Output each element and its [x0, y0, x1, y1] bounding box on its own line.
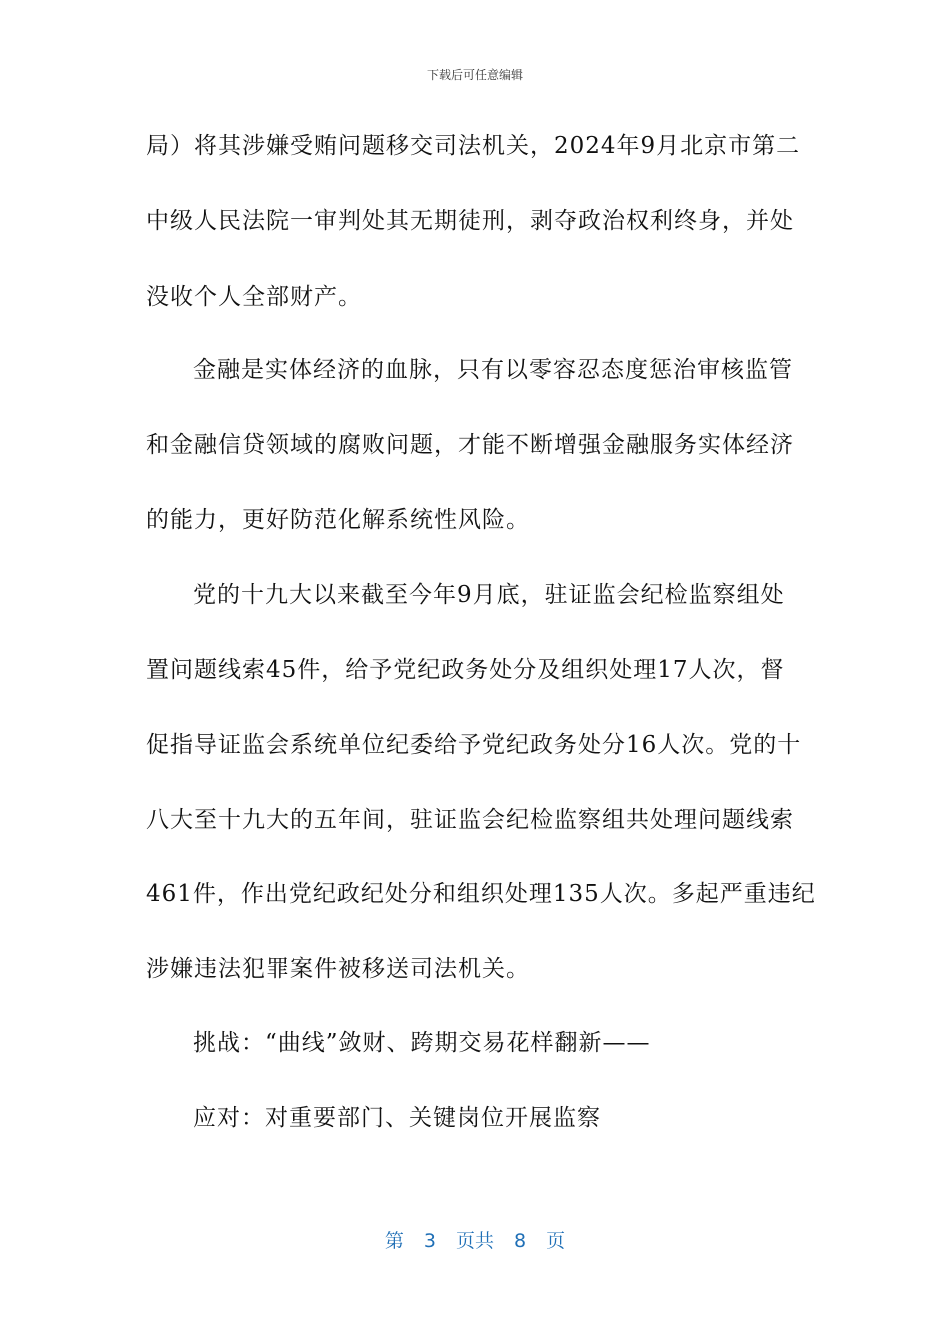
paragraph-3-line-5: 461件，作出党纪政纪处分和组织处理135人次。多起严重违纪 — [146, 881, 816, 907]
paragraph-2-line-3: 的能力，更好防范化解系统性风险。 — [146, 507, 530, 533]
paragraph-3-line-6: 涉嫌违法犯罪案件被移送司法机关。 — [146, 956, 530, 982]
paragraph-3-line-1: 党的十九大以来截至今年9月底，驻证监会纪检监察组处 — [193, 582, 785, 608]
paragraph-3-line-2: 置问题线索45件，给予党纪政务处分及组织处理17人次，督 — [146, 657, 785, 683]
paragraph-3-line-3: 促指导证监会系统单位纪委给予党纪政务处分16人次。党的十 — [146, 732, 802, 758]
footer-current-page: 3 — [423, 1230, 436, 1252]
paragraph-2-line-1: 金融是实体经济的血脉，只有以零容忍态度惩治审核监管 — [193, 357, 793, 383]
paragraph-1-line-3: 没收个人全部财产。 — [146, 284, 362, 310]
challenge-heading: 挑战：“曲线”敛财、跨期交易花样翻新—— — [193, 1030, 651, 1056]
paragraph-3-line-4: 八大至十九大的五年间，驻证监会纪检监察组共处理问题线索 — [146, 807, 794, 833]
paragraph-1-line-1: 局）将其涉嫌受贿问题移交司法机关，2024年9月北京市第二 — [146, 133, 801, 159]
paragraph-2-line-2: 和金融信贷领域的腐败问题，才能不断增强金融服务实体经济 — [146, 432, 794, 458]
page-header: 下载后可任意编辑 — [426, 68, 523, 82]
footer-prefix: 第 — [384, 1230, 404, 1252]
page-footer — [0, 1226, 950, 1253]
footer-suffix: 页 — [546, 1230, 566, 1252]
footer-middle: 页共 — [455, 1230, 494, 1252]
response-heading: 应对：对重要部门、关键岗位开展监察 — [193, 1105, 601, 1131]
footer-total-pages: 8 — [514, 1230, 527, 1252]
paragraph-1-line-2: 中级人民法院一审判处其无期徒刑，剥夺政治权利终身，并处 — [146, 208, 794, 234]
